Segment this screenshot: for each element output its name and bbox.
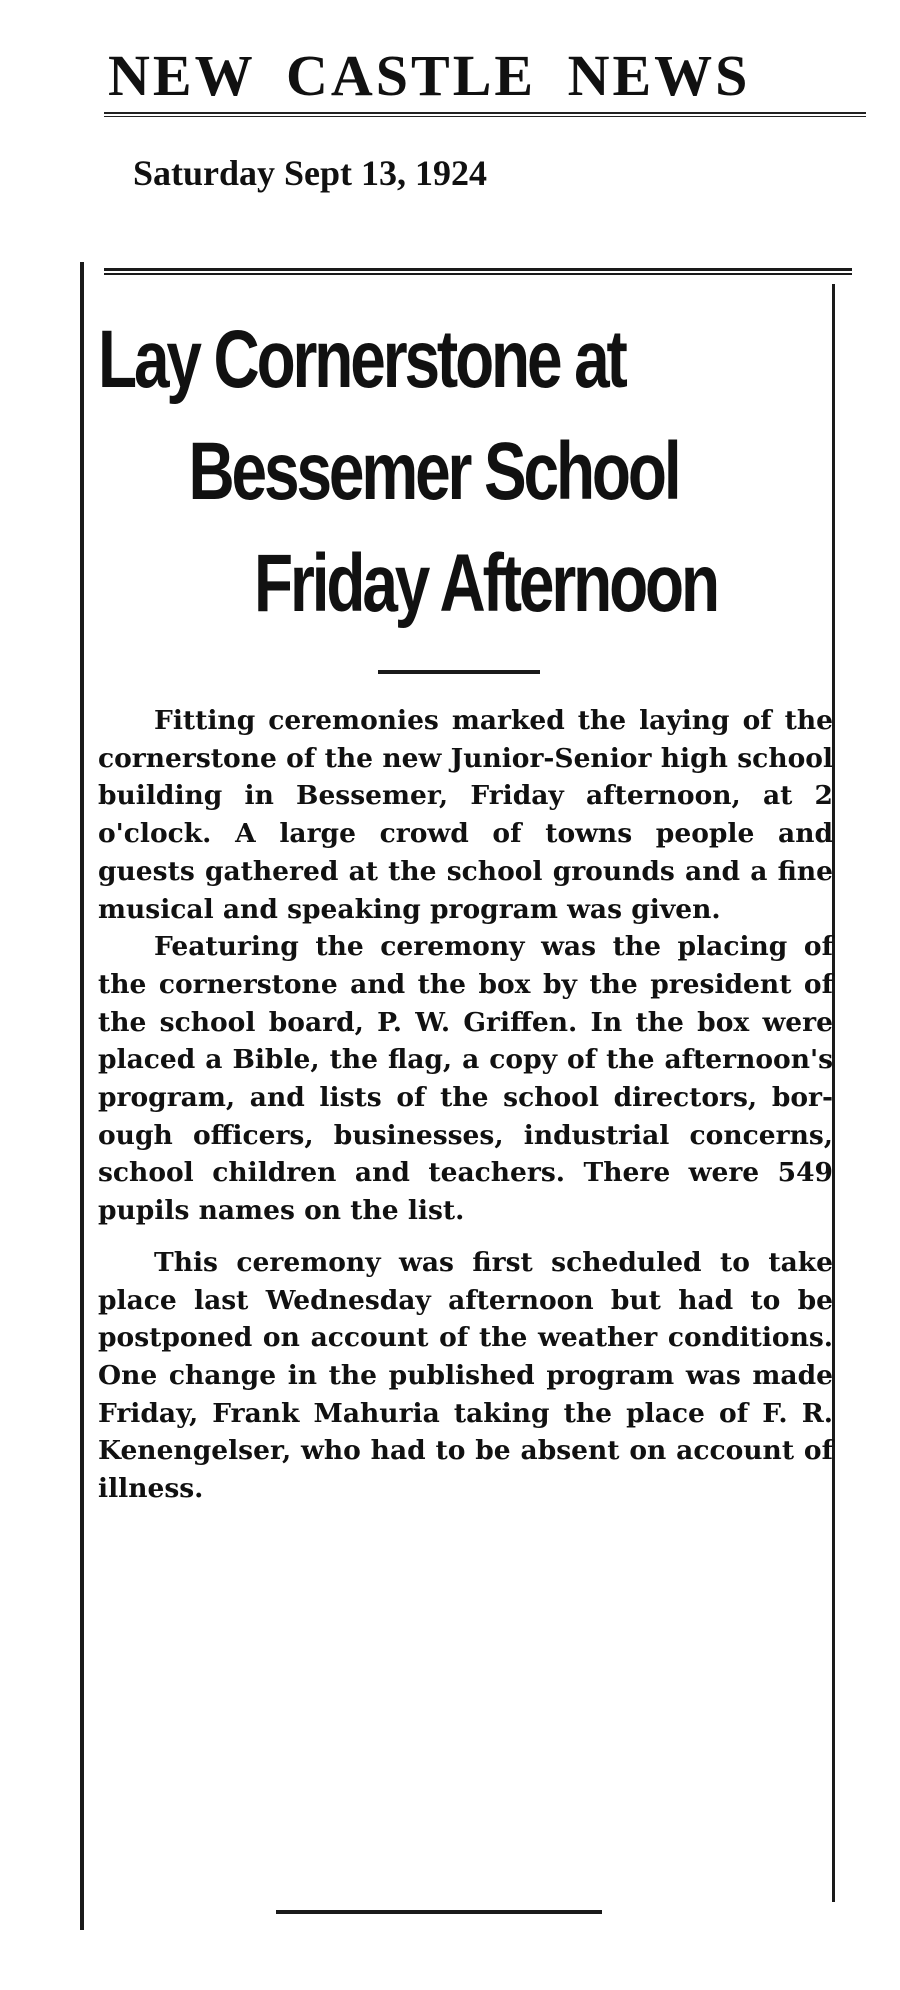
headline-line-1: Lay Cornerstone at [98,314,625,405]
headline-divider [378,670,540,674]
headline-line-3: Friday Afternoon [254,538,717,629]
article-body [98,702,833,1508]
end-of-article-rule [276,1910,602,1914]
masthead [108,40,868,112]
newspaper-clipping [80,262,854,1930]
clipping-top-rule [104,268,852,275]
dateline: Saturday Sept 13, 1924 [133,153,488,193]
masthead-title: NEW CASTLE NEWS [108,43,751,108]
masthead-rule [104,112,866,117]
article-paragraph-3: This ceremony was first scheduled to take place last Wednesday afternoon but had to be postponed on account of the weather conditions. One change in the published program was made Friday, Frank Mahuria taking the place of F. R. Kenengelser, who had to be absent on account of illness. [98,1246,833,1505]
article-paragraph-2: Featuring the ceremony was the placing of the cornerstone and the box by the president of the school board, P. W. Griffen. In the box were placed a Bible, the flag, a copy of the afternoon's program, and lists of the school directors, borough officers, businesses, industrial concerns, school children and teachers. There were 549 pupils names on the list. [98,931,833,1227]
article-headline [98,304,717,640]
article-paragraph-1: Fitting ceremonies marked the laying of the cornerstone of the new Junior-Senior high school building in Bessemer, Friday afternoon, at 2 o'clock. A large crowd of towns people and guests gathered at the school grounds and a fine musical and speaking program was given. [98,705,833,925]
headline-line-2: Bessemer School [188,426,679,517]
clipping-left-border [80,262,84,1930]
